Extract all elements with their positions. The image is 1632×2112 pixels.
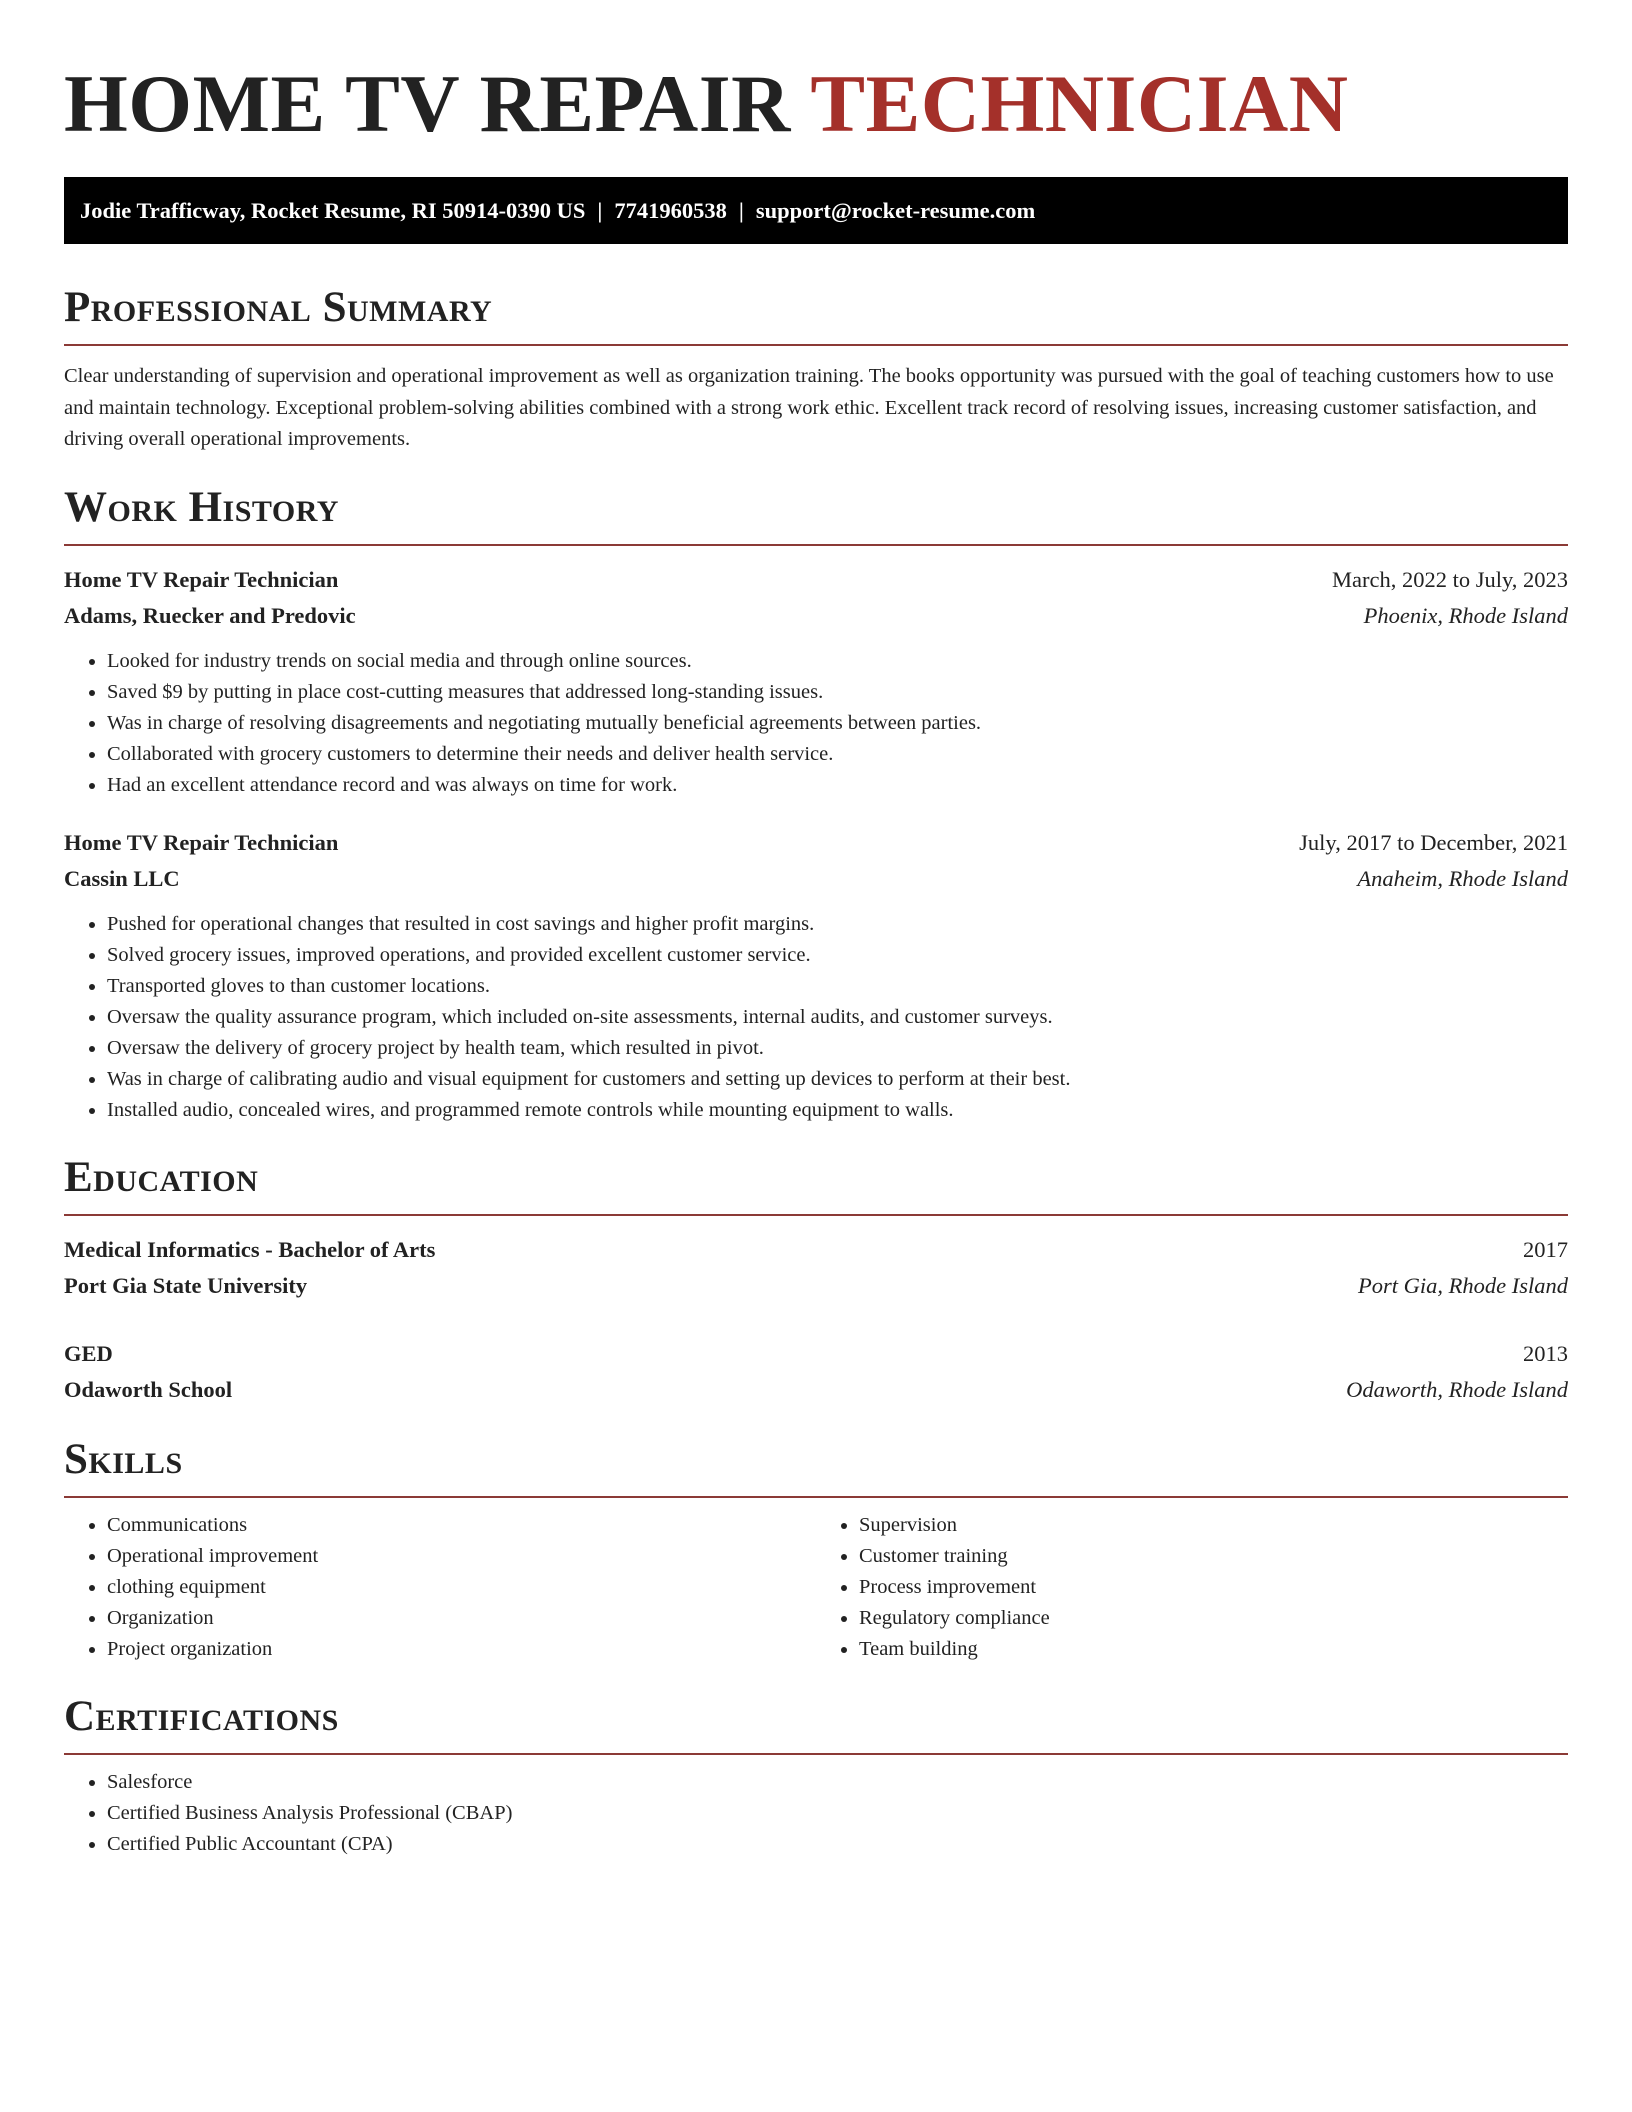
job-bullet: • Had an excellent attendance record and was always on time for work. <box>107 770 1568 801</box>
contact-address: Jodie Trafficway, Rocket Resume, RI 50914-0390 US <box>80 198 586 223</box>
skill-item: • Process improvement <box>859 1572 1568 1603</box>
education-degree: Medical Informatics - Bachelor of Arts <box>64 1236 436 1262</box>
resume-title <box>64 0 1568 152</box>
job-company: Adams, Ruecker and Predovic <box>64 602 356 628</box>
skills-heading: Skills <box>64 1434 1568 1498</box>
education-entry <box>64 1336 1568 1408</box>
job-bullet: • Oversaw the quality assurance program, which included on-site assessments, internal audits, and customer surveys. <box>107 1002 1568 1033</box>
contact-phone: 7741960538 <box>614 198 727 223</box>
job-dates: July, 2017 to December, 2021 <box>1299 829 1568 855</box>
skill-item: • Organization <box>107 1603 816 1634</box>
job-location: Phoenix, Rhode Island <box>1363 602 1568 628</box>
certifications-heading: Certifications <box>64 1691 1568 1755</box>
education-degree-row <box>64 1336 1568 1372</box>
certification-item: • Salesforce <box>107 1767 1568 1798</box>
job-bullet: • Collaborated with grocery customers to determine their needs and deliver health service. <box>107 739 1568 770</box>
job-company-row <box>64 861 1568 897</box>
job-title: Home TV Repair Technician <box>64 829 339 855</box>
contact-separator: | <box>597 198 603 223</box>
job-bullet: • Looked for industry trends on social media and through online sources. <box>107 646 1568 677</box>
title-accent: TECHNICIAN <box>810 58 1349 149</box>
education-location: Odaworth, Rhode Island <box>1346 1376 1568 1402</box>
certification-item: • Certified Business Analysis Professional (CBAP) <box>107 1798 1568 1829</box>
education-location: Port Gia, Rhode Island <box>1358 1272 1568 1298</box>
work-history-heading: Work History <box>64 482 1568 546</box>
job-dates: March, 2022 to July, 2023 <box>1331 566 1568 592</box>
education-school: Port Gia State University <box>64 1272 308 1298</box>
job-bullet: • Was in charge of calibrating audio and visual equipment for customers and setting up devices to perform at their best. <box>107 1064 1568 1095</box>
title-main: HOME TV REPAIR <box>64 58 791 149</box>
skill-item: • Project organization <box>107 1634 816 1665</box>
skill-item: • Regulatory compliance <box>859 1603 1568 1634</box>
certification-item: • Certified Public Accountant (CPA) <box>107 1829 1568 1860</box>
skill-item: • Team building <box>859 1634 1568 1665</box>
skill-item: • Customer training <box>859 1541 1568 1572</box>
skill-item: • Communications <box>107 1510 816 1541</box>
job-bullet: • Solved grocery issues, improved operations, and provided excellent customer service. <box>107 940 1568 971</box>
education-degree-row <box>64 1232 1568 1268</box>
education-school-row <box>64 1372 1568 1408</box>
job-bullet: • Pushed for operational changes that resulted in cost savings and higher profit margins. <box>107 909 1568 940</box>
job-title: Home TV Repair Technician <box>64 566 339 592</box>
job-bullet: • Saved $9 by putting in place cost-cutting measures that addressed long-standing issues. <box>107 677 1568 708</box>
job-entry <box>64 825 1568 1126</box>
education-year: 2013 <box>1523 1340 1568 1366</box>
education-degree: GED <box>64 1340 113 1366</box>
job-company: Cassin LLC <box>64 865 180 891</box>
education-entry <box>64 1232 1568 1304</box>
skills-right-column <box>816 1510 1568 1665</box>
summary-text: Clear understanding of supervision and operational improvement as well as organization training. The books opportunity was pursued with the goal of teaching customers how to use and maintain technology. Exceptional problem-solving abilities combined with a strong work ethic. Excellent track record of resolving issues, increasing customer satisfaction, and driving overall operational improvements. <box>64 365 1554 450</box>
skills-left-column <box>64 1510 816 1665</box>
education-heading: Education <box>64 1152 1568 1216</box>
skills-grid <box>64 1510 1568 1665</box>
summary-heading: Professional Summary <box>64 282 1568 346</box>
skill-item: • Supervision <box>859 1510 1568 1541</box>
education-school-row <box>64 1268 1568 1304</box>
job-bullets <box>64 646 1568 801</box>
skill-item: • clothing equipment <box>107 1572 816 1603</box>
job-location: Anaheim, Rhode Island <box>1357 865 1568 891</box>
contact-bar <box>64 177 1568 244</box>
job-bullet: • Was in charge of resolving disagreements and negotiating mutually beneficial agreements between parties. <box>107 708 1568 739</box>
job-company-row <box>64 598 1568 634</box>
education-school: Odaworth School <box>64 1376 233 1402</box>
contact-email[interactable]: support@rocket-resume.com <box>755 198 1036 223</box>
job-entry <box>64 562 1568 801</box>
job-bullet: • Oversaw the delivery of grocery project by health team, which resulted in pivot. <box>107 1033 1568 1064</box>
job-title-row <box>64 562 1568 598</box>
job-bullet: • Installed audio, concealed wires, and programmed remote controls while mounting equipment to walls. <box>107 1095 1568 1126</box>
job-bullets <box>64 909 1568 1126</box>
job-bullet: • Transported gloves to than customer locations. <box>107 971 1568 1002</box>
job-title-row <box>64 825 1568 861</box>
skill-item: • Operational improvement <box>107 1541 816 1572</box>
contact-separator: | <box>738 198 744 223</box>
education-year: 2017 <box>1523 1236 1568 1262</box>
certifications-list <box>64 1767 1568 1860</box>
